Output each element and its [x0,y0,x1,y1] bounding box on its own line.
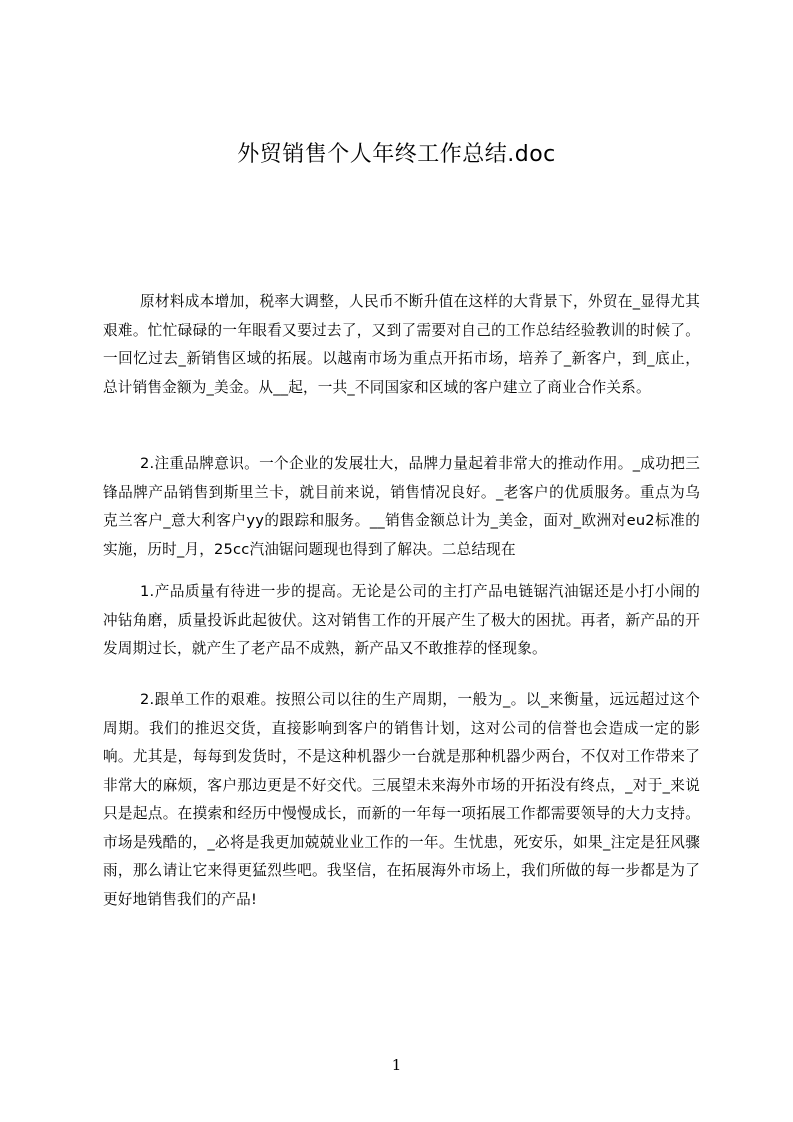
page-number: 1 [391,1056,402,1074]
paragraph-2-block [103,450,700,564]
paragraph-3-block [103,578,700,664]
paragraph-3: 1.产品质量有待进一步的提高。无论是公司的主打产品电链锯汽油锯还是小打小闹的冲钻角磨，质量投诉此起彼伏。这对销售工作的开展产生了极大的困扰。再者，新产品的开发周期过长，就产生了老产品不成熟，新产品又不敢推荐的怪现象。 [103,583,700,657]
paragraph-2: 2.注重品牌意识。一个企业的发展壮大，品牌力量起着非常大的推动作用。_成功把三锋品牌产品销售到斯里兰卡，就目前来说，销售情况良好。_老客户的优质服务。重点为乌克兰客户_意大利客户yy的跟踪和服务。__销售金额总计为_美金，面对_欧洲对eu2标准的实施，历时_月，25cc汽油锯问题现也得到了解决。二总结现在 [103,455,700,558]
paragraph-4-block [103,686,700,914]
paragraph-1: 原材料成本增加，税率大调整，人民币不断升值在这样的大背景下，外贸在_显得尤其艰难。忙忙碌碌的一年眼看又要过去了，又到了需要对自己的工作总结经验教训的时候了。一回忆过去_新销售区域的拓展。以越南市场为重点开拓市场，培养了_新客户，到_底止，总计销售金额为_美金。从__起，一共_不同国家和区域的客户建立了商业合作关系。 [103,293,700,396]
paragraph-1-block [103,288,700,402]
document-title: 外贸销售个人年终工作总结.doc [237,142,556,167]
paragraph-4: 2.跟单工作的艰难。按照公司以往的生产周期，一般为_。以_来衡量，远远超过这个周期。我们的推迟交货，直接影响到客户的销售计划，这对公司的信誉也会造成一定的影响。尤其是，每每到发货时，不是这种机器少一台就是那种机器少两台，不仅对工作带来了非常大的麻烦，客户那边更是不好交代。三展望未来海外市场的开拓没有终点，_对于_来说只是起点。在摸索和经历中慢慢成长，而新的一年每一项拓展工作都需要领导的大力支持。市场是残酷的，_必将是我更加兢兢业业工作的一年。生忧患，死安乐，如果_注定是狂风骤雨，那么请让它来得更猛烈些吧。我坚信，在拓展海外市场上，我们所做的每一步都是为了更好地销售我们的产品! [103,691,700,908]
